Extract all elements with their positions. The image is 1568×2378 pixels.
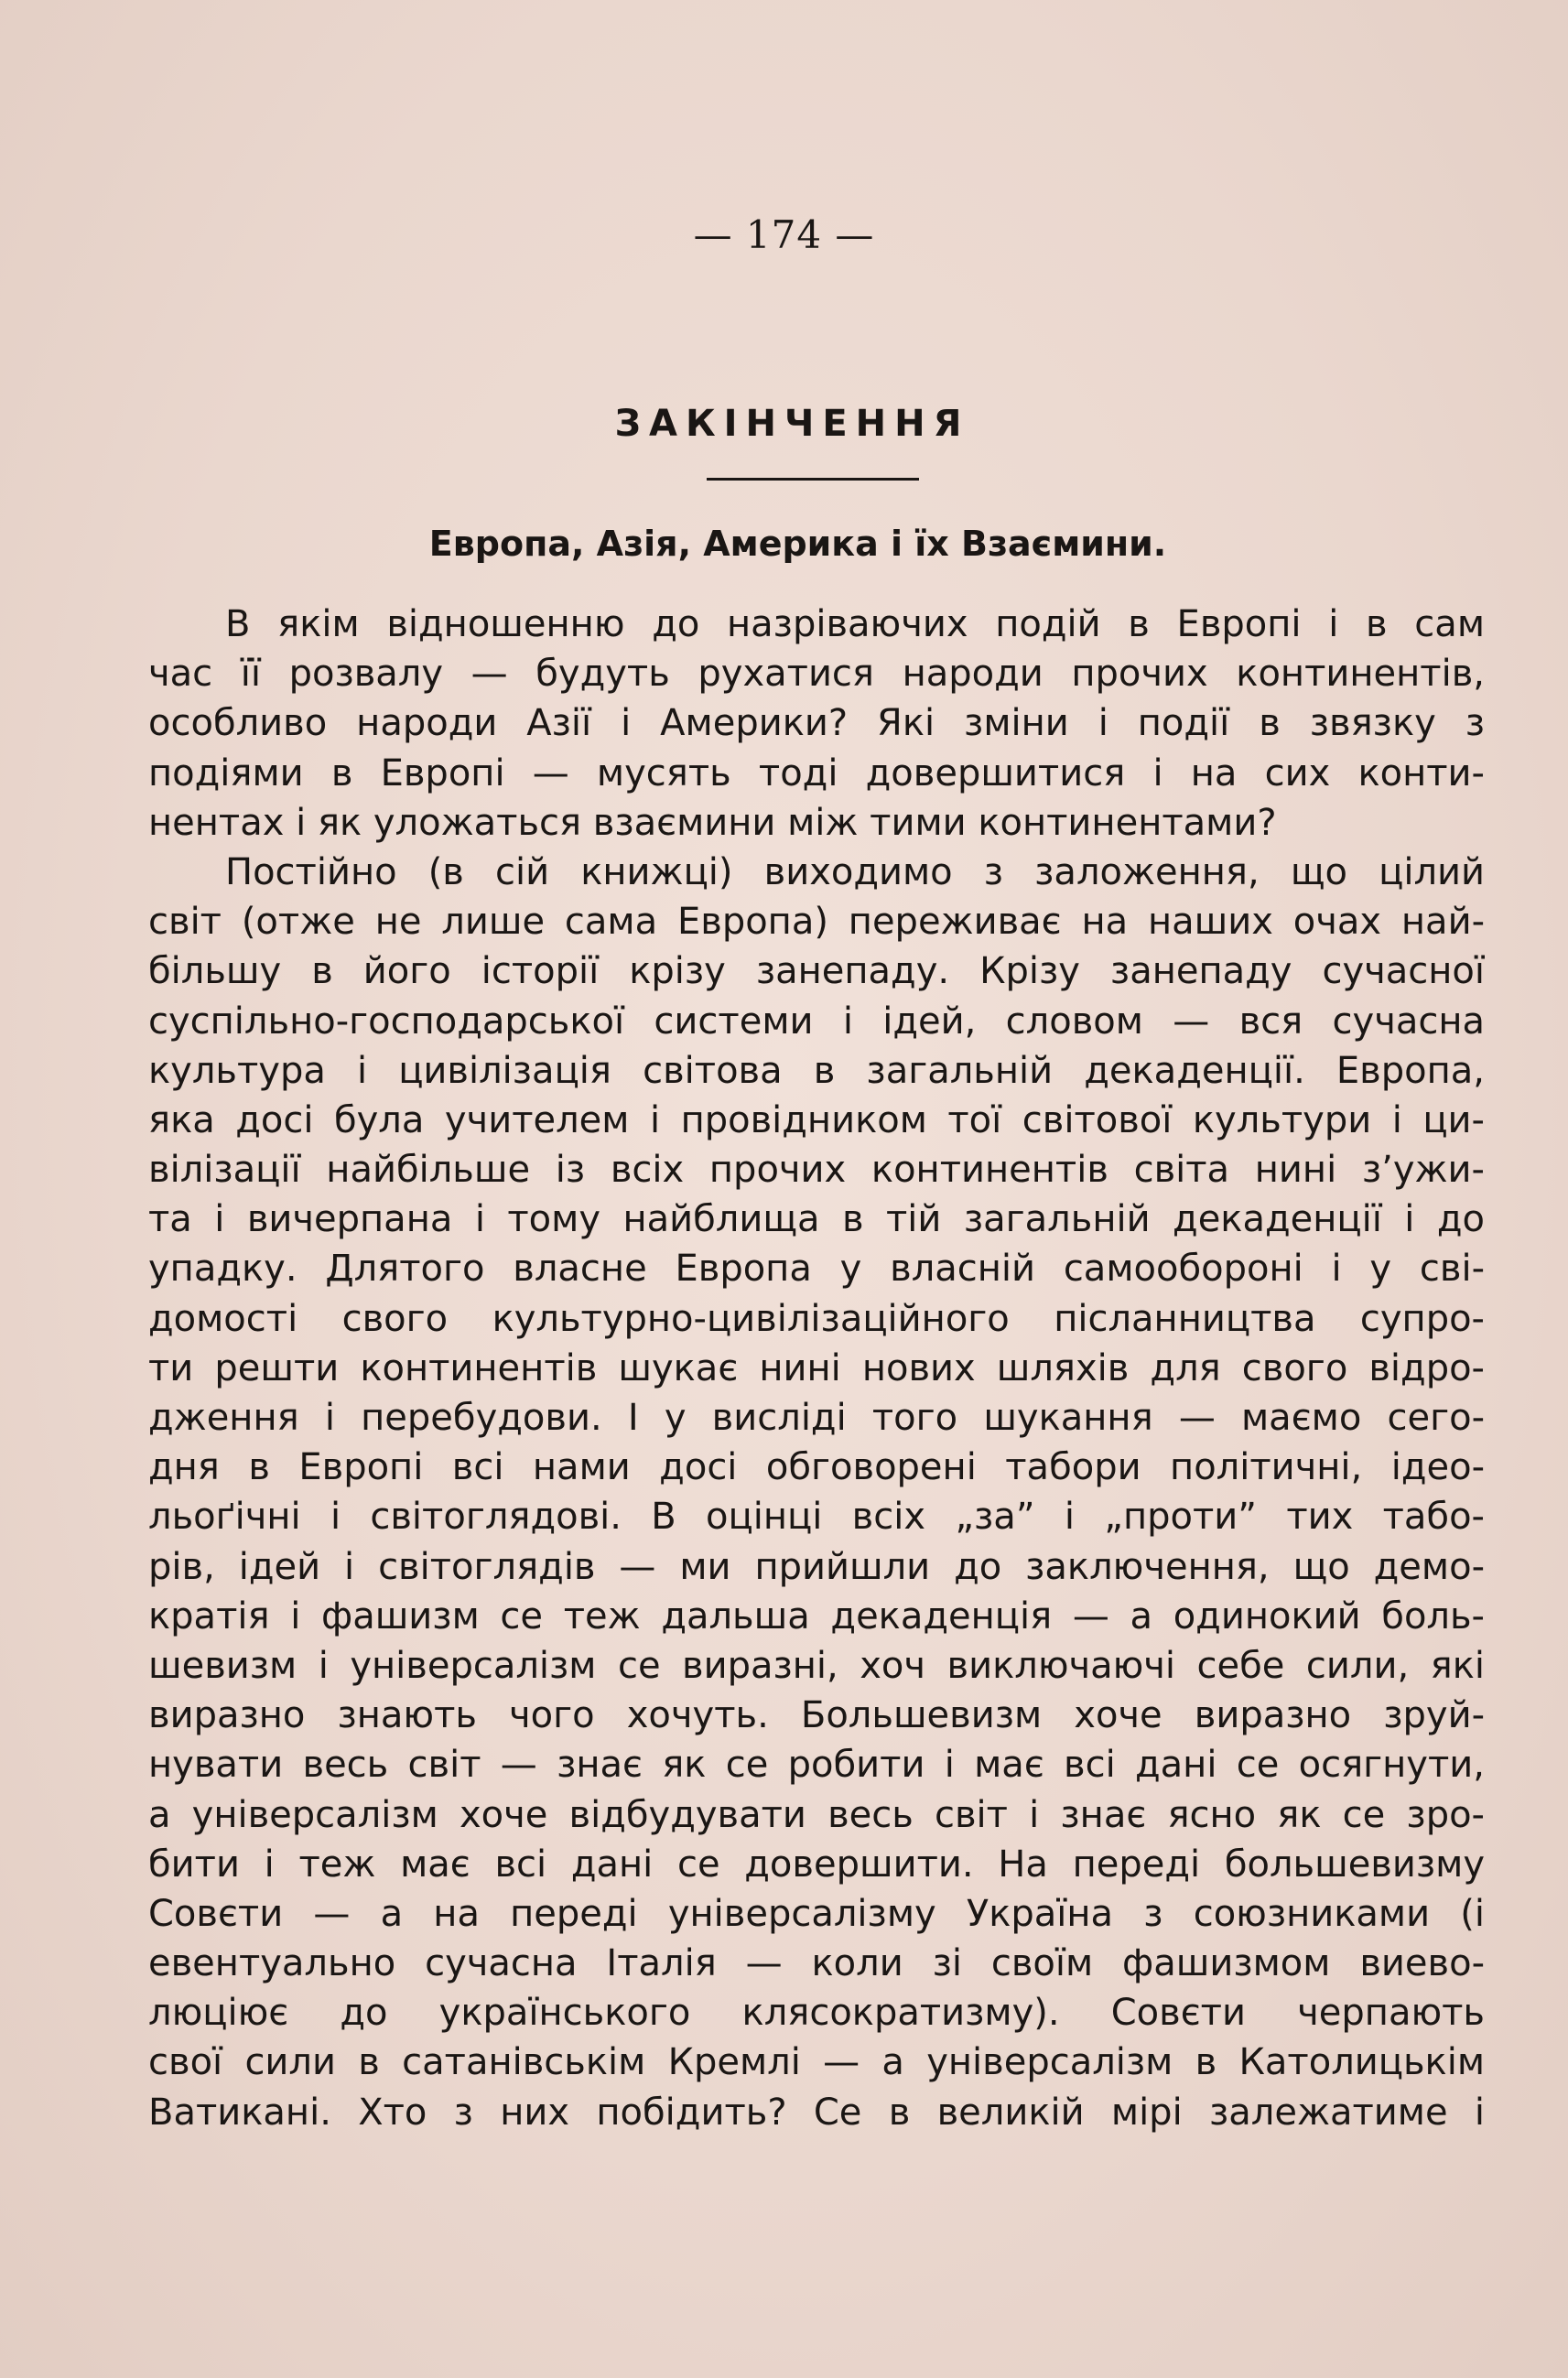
heading-rule: [707, 478, 919, 481]
body-text: [148, 600, 1485, 2137]
text-line: яка досі була учителем і провідником тої світової культури і ци-: [148, 1098, 1485, 1141]
text-line: Постійно (в сій книжці) виходимо з заложення, що цілий: [225, 850, 1485, 893]
section-subheading: Европа, Азія, Америка і їх Взаємини.: [428, 524, 1167, 564]
text-line: бити і теж має всі дані се довершити. На переді большевизму: [148, 1843, 1485, 1886]
text-line: свої сили в сатанівськім Кремлі — а універсалізм в Католицькім: [148, 2041, 1485, 2084]
text-line: час її розвалу — будуть рухатися народи прочих континентів,: [148, 653, 1485, 696]
chapter-heading: ЗАКІНЧЕННЯ: [614, 403, 970, 445]
text-line: культура і цивілізація світова в загальній декаденції. Европа,: [148, 1049, 1485, 1092]
text-line: а універсалізм хоче відбудувати весь світ і знає ясно як се зро-: [148, 1793, 1485, 1836]
text-line: шевизм і універсалізм се виразні, хоч виключаючі себе сили, які: [148, 1644, 1485, 1687]
text-line: нентах і як уложаться взаємини між тими континентами?: [148, 801, 1277, 844]
text-line: евентуально сучасна Італія — коли зі своїм фашизмом виево-: [148, 1942, 1485, 1985]
text-line: виразно знають чого хочуть. Большевизм хоче виразно зруй-: [148, 1694, 1485, 1737]
text-line: нувати весь світ — знає як се робити і має всі дані се осягнути,: [148, 1744, 1485, 1787]
text-line: вілізації найбільше із всіх прочих континентів світа нині з’ужи-: [148, 1149, 1485, 1192]
text-line: особливо народи Азії і Америки? Які зміни і події в звязку з: [148, 702, 1485, 745]
text-line: суспільно-господарської системи і ідей, словом — вся сучасна: [148, 1000, 1485, 1043]
text-line: дження і перебудови. І у висліді того шукання — маємо сего-: [148, 1397, 1485, 1439]
text-line: дня в Европі всі нами досі обговорені табори політичні, ідео-: [148, 1446, 1485, 1489]
text-line: домості свого культурно-цивілізаційного післанництва супро-: [148, 1297, 1485, 1340]
text-line: Совєти — а на переді універсалізму Україна з союзниками (і: [148, 1892, 1485, 1935]
text-line: світ (отже не лише сама Европа) переживає на наших очах най-: [148, 901, 1485, 944]
text-line: кратія і фашизм се теж дальша декаденція — а одинокий боль-: [148, 1594, 1485, 1638]
text-line: льоґічні і світоглядові. В оцінці всіх „за” і „проти” тих табо-: [148, 1496, 1485, 1539]
text-line: упадку. Длятого власне Европа у власній самообороні і у сві-: [148, 1248, 1485, 1291]
text-line: люціює до українського клясократизму). Совєти черпають: [148, 1992, 1485, 2035]
text-line: ти решти континентів шукає нині нових шляхів для свого відро-: [148, 1346, 1485, 1389]
text-line: більшу в його історії крізу занепаду. Крізу занепаду сучасної: [148, 950, 1485, 993]
text-line: та і вичерпана і тому найблища в тій загальній декаденції і до: [148, 1198, 1485, 1241]
text-line: Ватикані. Хто з них побідить? Се в великій мірі залежатиме і: [148, 2091, 1485, 2134]
text-line: подіями в Европі — мусять тоді довершитися і на сих конти-: [148, 751, 1485, 794]
page-number: — 174 —: [693, 212, 875, 257]
text-line: рів, ідей і світоглядів — ми прийшли до заключення, що демо-: [148, 1545, 1485, 1588]
text-line: В якім відношенню до назріваючих подій в Европі і в сам: [225, 603, 1485, 645]
